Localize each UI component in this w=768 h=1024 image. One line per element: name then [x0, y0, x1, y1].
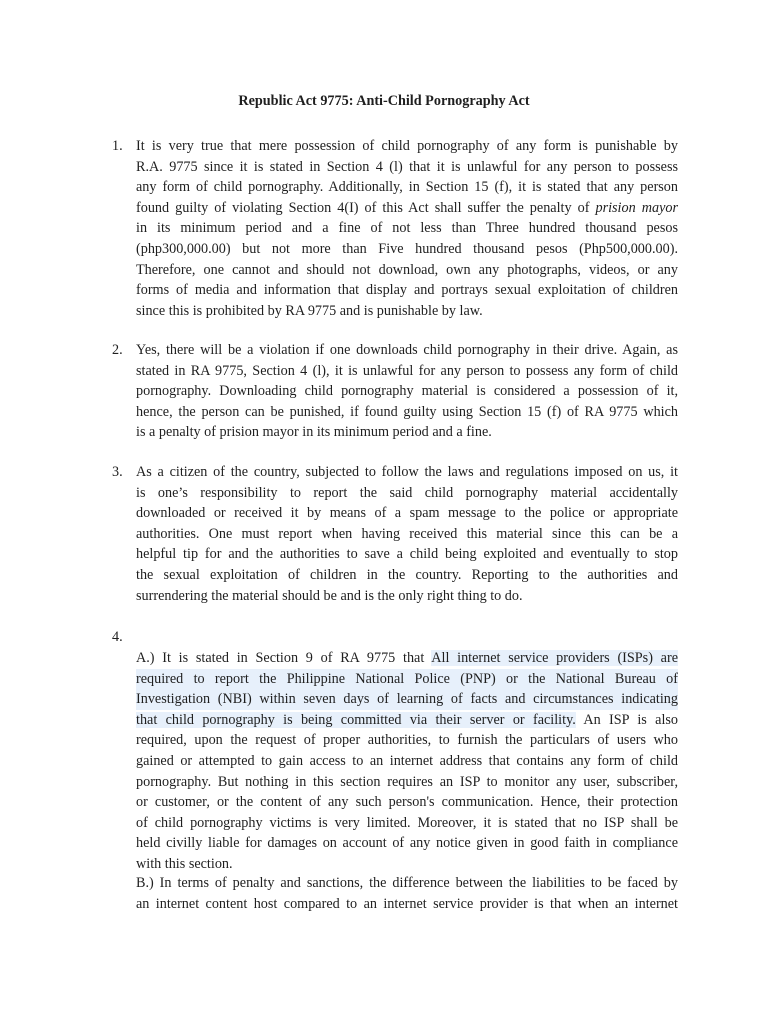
- highlighted-text: required to report the Philippine National Police (PNP) or the National Bureau of: [136, 669, 678, 690]
- text-line: the sexual exploitation of children in the country. Reporting to the authorities and: [136, 566, 678, 583]
- text-segment: An ISP is also: [583, 711, 679, 728]
- item-body: [136, 340, 678, 443]
- text-line: forms of media and information that display and portrays sexual exploitation of children: [136, 282, 678, 299]
- item-number: 4.: [112, 629, 123, 645]
- text-line: authorities. One must report when having received this material since this can be a: [136, 525, 678, 542]
- text-line: R.A. 9775 since it is stated in Section 4 (l) that it is unlawful for any person to possess: [136, 158, 678, 175]
- italic-term: prision mayor: [595, 199, 678, 216]
- text-line: surrendering the material should be and is the only right thing to do.: [136, 587, 523, 604]
- highlighted-text: that child pornography is being committed via their server or facility.: [136, 711, 576, 728]
- item-number: 1.: [112, 138, 123, 154]
- document-title: Republic Act 9775: Anti-Child Pornography Act: [238, 93, 530, 109]
- list-item-3: [112, 462, 678, 606]
- text-line-with-highlight: [136, 710, 678, 731]
- text-line: held civilly liable for damages on account of any notice given in good faith in compliance: [136, 835, 678, 852]
- part-a-body: [136, 648, 678, 875]
- highlighted-text: All internet service providers (ISPs) are: [431, 650, 678, 666]
- text-line: Yes, there will be a violation if one downloads child pornography in their drive. Again, as: [136, 342, 678, 358]
- text-line: hence, the person can be punished, if found guilty using Section 15 (f) of RA 9775 which: [136, 403, 678, 420]
- item-4-part-b: [112, 873, 678, 914]
- item-4-part-a: [112, 648, 678, 875]
- text-line: pornography. Downloading child pornography material is considered a possession of it,: [136, 383, 678, 400]
- item-body: [136, 136, 678, 321]
- item-number: 3.: [112, 464, 123, 480]
- text-line: in its minimum period and a fine of not less than Three hundred thousand pesos: [136, 220, 678, 237]
- text-segment: A.) It is stated in Section 9 of RA 9775 that: [136, 650, 425, 666]
- text-line: is one’s responsibility to report the said child pornography material accidentally: [136, 484, 678, 501]
- text-line: stated in RA 9775, Section 4 (l), it is unlawful for any person to possess any form of child: [136, 362, 678, 379]
- text-line: (php300,000.00) but not more than Five hundred thousand pesos (Php500,000.00).: [136, 240, 678, 257]
- text-line: or customer, or the content of any such person's communication. Hence, their protection: [136, 794, 678, 811]
- text-line: required, upon the request of proper authorities, to furnish the particulars of users who: [136, 732, 678, 749]
- text-line-with-highlight: [136, 648, 678, 669]
- item-number: 2.: [112, 342, 123, 358]
- text-line: helpful tip for and the authorities to save a child being exploited and eventually to stop: [136, 546, 678, 563]
- text-line: pornography. But nothing in this section requires an ISP to monitor any user, subscriber,: [136, 773, 678, 790]
- text-line-with-italic: [136, 198, 678, 219]
- list-item-2: [112, 340, 678, 443]
- text-line: any form of child pornography. Additionally, in Section 15 (f), it is stated that any person: [136, 179, 678, 196]
- text-line: As a citizen of the country, subjected to follow the laws and regulations imposed on us, it: [136, 464, 678, 480]
- text-line: since this is prohibited by RA 9775 and is punishable by law.: [136, 302, 483, 319]
- part-b-body: [136, 873, 678, 914]
- list-item-1: [112, 136, 678, 321]
- text-line: downloaded or received it by means of a spam message to the police or appropriate: [136, 505, 678, 522]
- text-line: of child pornography victims is very limited. Moreover, it is stated that no ISP shall be: [136, 814, 678, 831]
- text-line: an internet content host compared to an internet service provider is that when an internet: [136, 895, 678, 912]
- item-body: [136, 462, 678, 606]
- text-line: with this section.: [136, 855, 233, 872]
- text-line: gained or attempted to gain access to an internet address that contains any form of child: [136, 752, 678, 769]
- text-line: Therefore, one cannot and should not download, own any photographs, videos, or any: [136, 261, 678, 278]
- text-segment: found guilty of violating Section 4(I) of this Act shall suffer the penalty of: [136, 199, 590, 216]
- text-line: It is very true that mere possession of child pornography of any form is punishable by: [136, 138, 678, 154]
- highlighted-text: Investigation (NBI) within seven days of learning of facts and circumstances indicating: [136, 689, 678, 710]
- text-line: B.) In terms of penalty and sanctions, the difference between the liabilities to be faced by: [136, 875, 678, 891]
- text-line: is a penalty of prision mayor in its minimum period and a fine.: [136, 424, 492, 441]
